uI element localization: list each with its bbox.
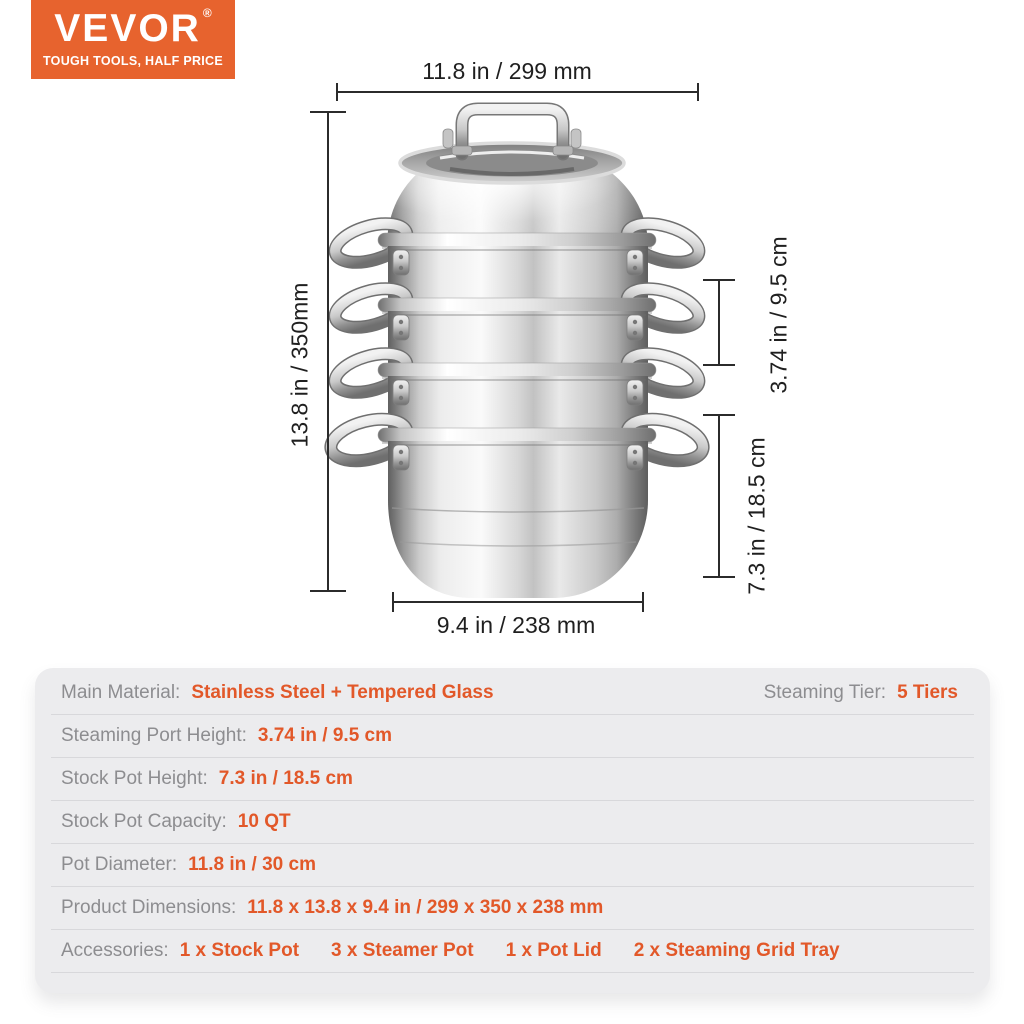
spec-row-main-material	[51, 672, 974, 715]
spec-value: 11.8 in / 30 cm	[188, 854, 316, 875]
spec-row-accessories	[51, 930, 974, 973]
spec-value: 5 Tiers	[897, 682, 958, 703]
spec-value: 3.74 in / 9.5 cm	[257, 725, 393, 746]
spec-label: Accessories:	[61, 940, 169, 961]
spec-label: Steaming Port Height:	[61, 725, 247, 746]
spec-row-steaming-port-height	[51, 715, 974, 758]
brand-tagline: TOUGH TOOLS, HALF PRICE	[42, 54, 224, 68]
spec-row-pot-diameter	[51, 844, 974, 887]
brand-name: VEVOR	[54, 7, 201, 50]
spec-side-steaming-tier	[764, 682, 958, 704]
spec-row-product-dimensions	[51, 887, 974, 930]
spec-label: Product Dimensions:	[61, 897, 237, 918]
accessory-item: 1 x Pot Lid	[505, 940, 602, 961]
spec-value: 7.3 in / 18.5 cm	[218, 768, 353, 789]
accessory-item: 2 x Steaming Grid Tray	[633, 940, 840, 961]
accessory-item: 1 x Stock Pot	[179, 940, 300, 961]
spec-value: 11.8 x 13.8 x 9.4 in / 299 x 350 x 238 mm	[247, 897, 604, 918]
spec-row-stock-pot-capacity	[51, 801, 974, 844]
dim-label-bottom-width: 9.4 in / 238 mm	[436, 612, 596, 638]
accessory-item: 3 x Steamer Pot	[331, 940, 474, 961]
spec-label: Steaming Tier:	[763, 682, 887, 703]
spec-label: Stock Pot Height:	[61, 768, 208, 789]
dim-line-steaming-port-height	[703, 280, 735, 365]
stock-pot	[327, 412, 708, 598]
dim-line-top-width	[337, 83, 698, 101]
spec-table	[35, 668, 990, 993]
spec-row-stock-pot-height	[51, 758, 974, 801]
spec-value: Stainless Steel + Tempered Glass	[191, 682, 494, 703]
registered-mark-icon: ®	[202, 6, 212, 20]
spec-label: Stock Pot Capacity:	[61, 811, 227, 832]
dim-label-total-height: 13.8 in / 350mm	[286, 282, 313, 448]
dim-label-stock-pot-height: 7.3 in / 18.5 cm	[743, 437, 770, 595]
lid-vent-knob-right	[571, 129, 581, 148]
spec-label: Pot Diameter:	[61, 854, 178, 875]
spec-label: Main Material:	[61, 682, 181, 703]
lid-vent-knob-left	[443, 129, 453, 148]
spec-value: 10 QT	[237, 811, 291, 832]
dim-label-steaming-port-height: 3.74 in / 9.5 cm	[765, 236, 792, 394]
dim-label-top-width: 11.8 in / 299 mm	[422, 58, 592, 84]
